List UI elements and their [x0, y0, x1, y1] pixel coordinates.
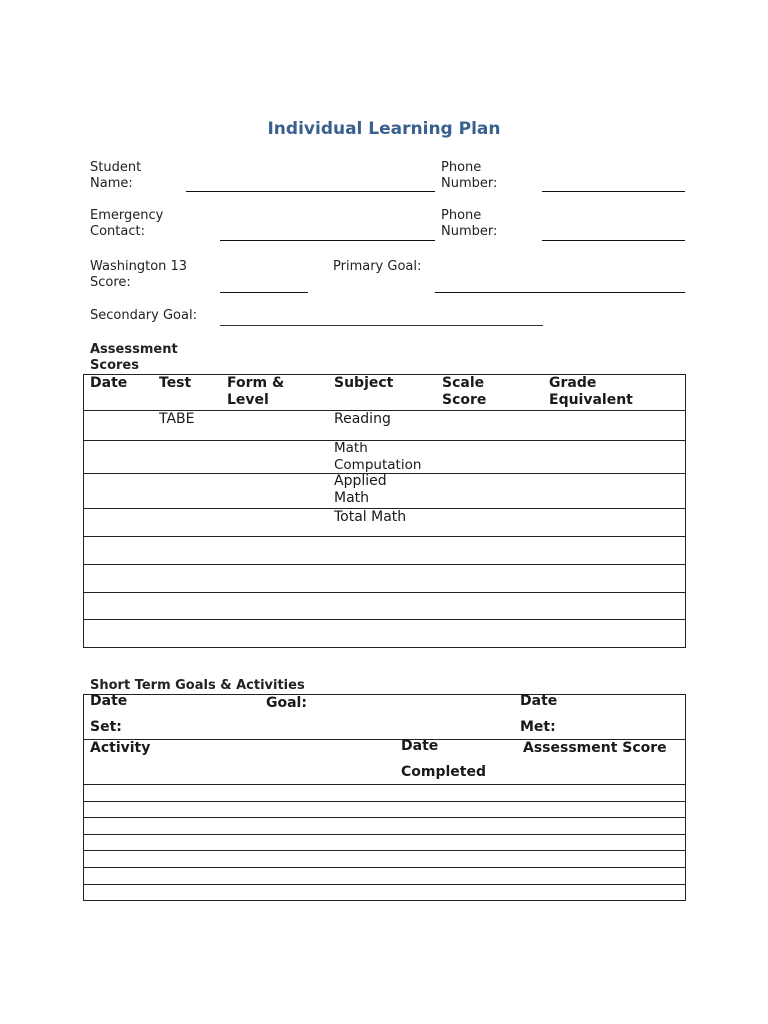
primary-goal-label: Primary Goal: [333, 259, 422, 274]
phone-number-field[interactable] [542, 191, 685, 192]
cell-subject: Total Math [334, 509, 407, 525]
assessment-score-header: Assessment Score [523, 740, 667, 756]
student-name-label: Student Name: [90, 160, 142, 191]
date-met-header: Date Met: [520, 693, 558, 735]
table-row-divider [83, 850, 686, 851]
table-row-divider [83, 867, 686, 868]
student-name-field[interactable] [186, 191, 435, 192]
column-header-form-level: Form & Level [227, 375, 285, 408]
assessment-heading: Assessment Scores [90, 342, 178, 373]
column-header-grade-equivalent: Grade Equivalent [549, 375, 633, 408]
table-row-divider [83, 536, 686, 537]
emergency-contact-field[interactable] [220, 240, 435, 241]
cell-subject: Applied Math [334, 473, 387, 506]
primary-goal-field[interactable] [435, 292, 685, 293]
table-row-divider [83, 619, 686, 620]
page-title: Individual Learning Plan [267, 119, 501, 139]
table-row-divider [83, 817, 686, 818]
cell-subject: Math Computation [334, 440, 422, 473]
column-header-scale-score: Scale Score [442, 375, 487, 408]
table-row-divider [83, 592, 686, 593]
secondary-goal-label: Secondary Goal: [90, 308, 197, 323]
washington-score-field[interactable] [220, 292, 308, 293]
activity-header: Activity [90, 740, 151, 756]
table-row-divider [83, 884, 686, 885]
goal-header: Goal: [266, 695, 307, 711]
phone-number-label: Phone Number: [441, 160, 498, 191]
column-header-test: Test [159, 375, 192, 391]
cell-test: TABE [159, 411, 195, 427]
table-row-divider [83, 564, 686, 565]
cell-subject: Reading [334, 411, 391, 427]
short-term-heading: Short Term Goals & Activities [90, 678, 305, 693]
date-completed-header: Date Completed [401, 738, 487, 780]
short-term-table [83, 694, 686, 901]
table-row-divider [83, 801, 686, 802]
washington-score-label: Washington 13 Score: [90, 259, 188, 290]
table-row-divider [83, 784, 686, 785]
date-set-header: Date Set: [90, 693, 128, 735]
emergency-phone-label: Phone Number: [441, 208, 498, 239]
emergency-phone-field[interactable] [542, 240, 685, 241]
secondary-goal-field[interactable] [220, 325, 543, 326]
column-header-subject: Subject [334, 375, 394, 391]
emergency-contact-label: Emergency Contact: [90, 208, 164, 239]
table-row-divider [83, 834, 686, 835]
column-header-date: Date [90, 375, 128, 391]
